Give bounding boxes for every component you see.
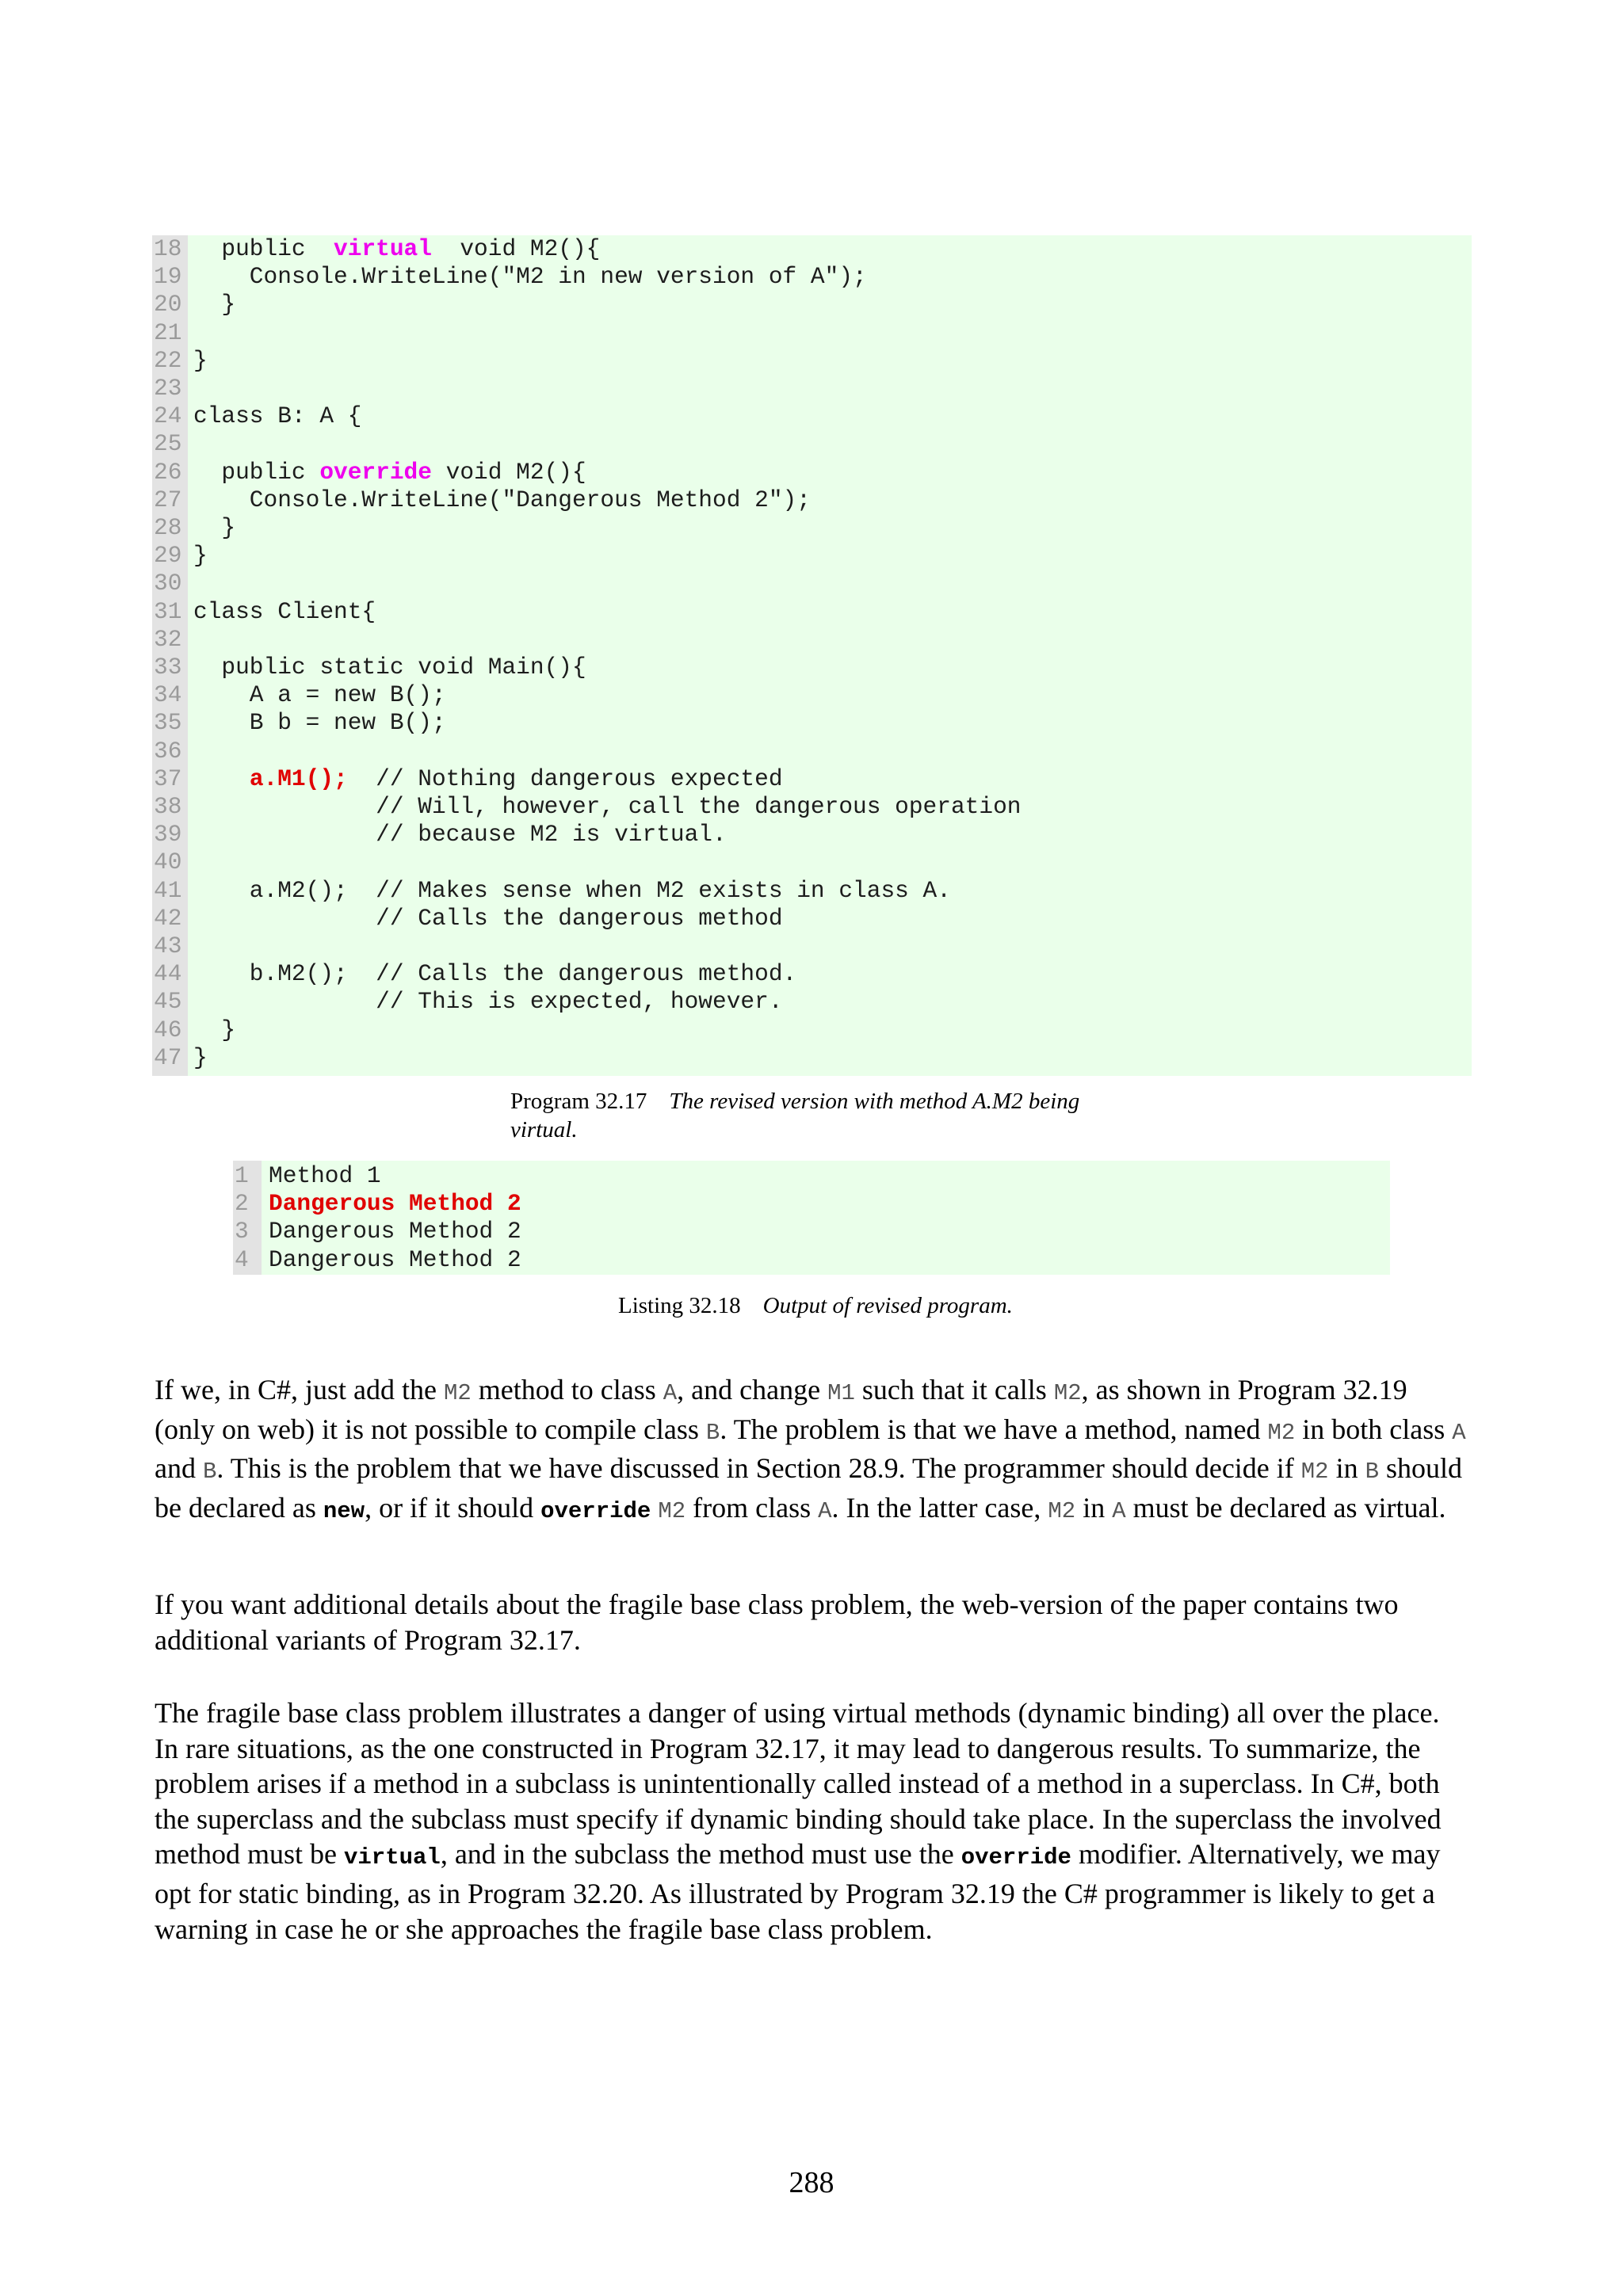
code-token: Console.WriteLine("M2 in new version of A"); (193, 263, 867, 291)
code-token: A a = new B(); (193, 681, 446, 709)
paragraph-text: in (1075, 1491, 1113, 1524)
line-number: 1 (235, 1162, 249, 1189)
paragraph-text: . In the latter case, (831, 1491, 1048, 1524)
inline-code: new (323, 1497, 365, 1524)
code-text (193, 1044, 208, 1072)
keyword-token: virtual (334, 235, 432, 262)
inline-code: A (663, 1380, 678, 1406)
paragraph-text: in (1328, 1452, 1365, 1485)
line-number: 21 (154, 318, 182, 346)
code-token: // Nothing dangerous expected (347, 765, 783, 792)
caption-text: The revised version with method A.M2 being virtual. (510, 1089, 1080, 1142)
paragraph-text: in both class (1295, 1413, 1453, 1445)
paragraph-text: modifier. Alternatively, we may opt for static binding, as in Program 32.20. As illustrated by Program 32.19 the C# programmer is likely to get a warning in case he or she approaches the fragile base class problem. (155, 1838, 1441, 1945)
paragraph-text (651, 1492, 658, 1524)
inline-code: A (1452, 1419, 1466, 1446)
code-text (193, 793, 1021, 821)
listing-caption (618, 1291, 1331, 1320)
inline-code: B (705, 1419, 720, 1446)
keyword-token: override (319, 458, 432, 486)
inline-code: M2 (1300, 1459, 1329, 1486)
code-token: Dangerous Method 2 (269, 1245, 521, 1273)
code-token: // This is expected, however. (193, 988, 783, 1016)
code-token: } (193, 1043, 208, 1071)
code-text (193, 877, 951, 905)
code-text (269, 1162, 381, 1190)
line-number: 33 (154, 654, 182, 681)
line-number: 43 (154, 933, 182, 959)
code-token: Method 1 (269, 1162, 381, 1189)
line-number: 18 (154, 235, 182, 262)
code-text (193, 235, 600, 263)
code-text (193, 514, 235, 542)
line-number: 30 (154, 570, 182, 597)
paragraph-text: The fragile base class problem illustrates a danger of using virtual methods (dynamic binding) all over the place. In rare situations, as the one constructed in Program 32.17, it may lead to dangerous results. To summarize, the problem arises if a method in a subclass is unintentionally called instead of a method in a superclass. In C#, both the superclass and the subclass must specify if dynamic binding should take place. In the superclass the involved method must be (155, 1697, 1442, 1871)
program-caption (510, 1087, 1144, 1144)
code-text (269, 1218, 521, 1245)
line-number: 35 (154, 709, 182, 737)
inline-code: override (540, 1497, 651, 1524)
paragraph-text: If we, in C#, just add the (155, 1374, 444, 1405)
line-number: 4 (235, 1245, 249, 1273)
line-number: 23 (154, 375, 182, 402)
paragraph-text: must be declared as virtual. (1125, 1491, 1446, 1524)
line-number: 47 (154, 1043, 182, 1071)
code-token: a.M2(); // Makes sense when M2 exists in class A. (193, 876, 951, 904)
line-number: 45 (154, 988, 182, 1016)
code-token: } (193, 514, 236, 541)
highlighted-token: Dangerous Method 2 (269, 1190, 521, 1218)
code-token: void M2(){ (431, 458, 586, 486)
line-number: 22 (154, 346, 182, 374)
code-token: class Client{ (193, 597, 376, 625)
paragraph-text: , as shown in Program 32.19 (only on web) it is not possible to compile class (155, 1374, 1407, 1445)
page-number: 288 (789, 2166, 834, 2199)
code-text (193, 681, 446, 709)
line-number: 39 (154, 821, 182, 849)
inline-code: M1 (827, 1380, 855, 1406)
code-token: } (193, 542, 208, 570)
paragraph-text: method to class (471, 1374, 663, 1405)
code-token: Dangerous Method 2 (269, 1218, 521, 1245)
paragraph-text: such that it calls (854, 1374, 1054, 1405)
line-number: 46 (154, 1016, 182, 1043)
inline-code: override (960, 1844, 1071, 1871)
code-token: } (193, 1016, 236, 1043)
line-number: 36 (154, 737, 182, 765)
output-listing (233, 1161, 1390, 1275)
inline-code: B (202, 1459, 217, 1486)
code-token: // Calls the dangerous method (193, 904, 783, 932)
line-number: 2 (235, 1190, 249, 1218)
code-token: class B: A { (193, 402, 362, 430)
code-token: public (193, 235, 334, 262)
inline-code: A (818, 1497, 832, 1524)
paragraph-text: . The problem is that we have a method, named (720, 1413, 1268, 1445)
code-text (193, 486, 811, 514)
line-number: 19 (154, 263, 182, 291)
line-number: 25 (154, 430, 182, 458)
inline-code: M2 (1048, 1497, 1076, 1524)
caption-number: Listing 32.18 (618, 1293, 741, 1318)
paragraph-text: should be declared as (155, 1452, 1463, 1524)
paragraph-text: and (155, 1452, 203, 1485)
line-number: 20 (154, 291, 182, 318)
code-text (193, 542, 208, 570)
paragraph-text: , or if it should (365, 1491, 541, 1524)
line-number: 28 (154, 514, 182, 541)
code-text (193, 821, 727, 849)
line-number: 34 (154, 681, 182, 709)
line-number: 26 (154, 458, 182, 486)
code-token: b.M2(); // Calls the dangerous method. (193, 960, 797, 988)
code-text (193, 263, 867, 291)
line-number: 3 (235, 1218, 249, 1245)
caption-text: Output of revised program. (762, 1293, 1013, 1318)
code-text (193, 709, 446, 737)
body-paragraph (155, 1695, 1470, 1947)
line-number: 37 (154, 765, 182, 792)
code-text (193, 905, 783, 933)
line-number: 42 (154, 904, 182, 932)
paragraph-text: from class (685, 1491, 819, 1524)
paragraph-text: , and in the subclass the method must use the (440, 1838, 961, 1871)
code-text (193, 347, 208, 375)
inline-code: virtual (343, 1844, 441, 1871)
code-text (193, 291, 235, 318)
line-number: 32 (154, 625, 182, 653)
line-number: 27 (154, 486, 182, 513)
inline-code: M2 (1053, 1380, 1082, 1406)
code-token: B b = new B(); (193, 709, 446, 737)
program-listing (152, 235, 1472, 1076)
code-token: } (193, 346, 208, 374)
code-token: void M2(){ (431, 235, 601, 262)
line-number: 44 (154, 960, 182, 988)
highlighted-token: a.M1(); (249, 765, 348, 792)
code-token: Console.WriteLine("Dangerous Method 2"); (193, 486, 811, 513)
inline-code: M2 (1267, 1419, 1296, 1446)
code-text (269, 1246, 521, 1274)
line-number: 40 (154, 849, 182, 876)
code-text (193, 598, 376, 626)
code-text (193, 988, 783, 1016)
code-text (193, 402, 361, 430)
line-number: 41 (154, 876, 182, 904)
paragraph-text: . This is the problem that we have discussed in Section 28.9. The programmer should decide if (216, 1452, 1301, 1485)
code-token: // Will, however, call the dangerous operation (193, 793, 1022, 820)
caption-number: Program 32.17 (510, 1089, 647, 1114)
inline-code: B (1365, 1459, 1380, 1486)
code-text (193, 1016, 235, 1044)
body-paragraph (155, 1372, 1470, 1529)
code-token: // because M2 is virtual. (193, 821, 727, 849)
line-number: 38 (154, 793, 182, 820)
line-number: 29 (154, 542, 182, 570)
code-text (269, 1190, 521, 1218)
paragraph-text: If you want additional details about the fragile base class problem, the web-version of the paper contains two additional variants of Program 32.17. (155, 1589, 1399, 1656)
inline-code: M2 (443, 1380, 472, 1406)
inline-code: A (1112, 1497, 1126, 1524)
code-token: } (193, 291, 236, 318)
code-token (193, 765, 250, 792)
line-number: 31 (154, 597, 182, 625)
paragraph-text: , and change (677, 1374, 828, 1405)
code-text (193, 765, 783, 793)
code-token: public static void Main(){ (193, 654, 586, 681)
line-number: 24 (154, 402, 182, 430)
code-text (193, 459, 586, 486)
inline-code: M2 (658, 1497, 686, 1524)
code-text (193, 654, 586, 681)
body-paragraph (155, 1587, 1470, 1657)
code-text (193, 960, 796, 988)
code-token: public (193, 458, 320, 486)
